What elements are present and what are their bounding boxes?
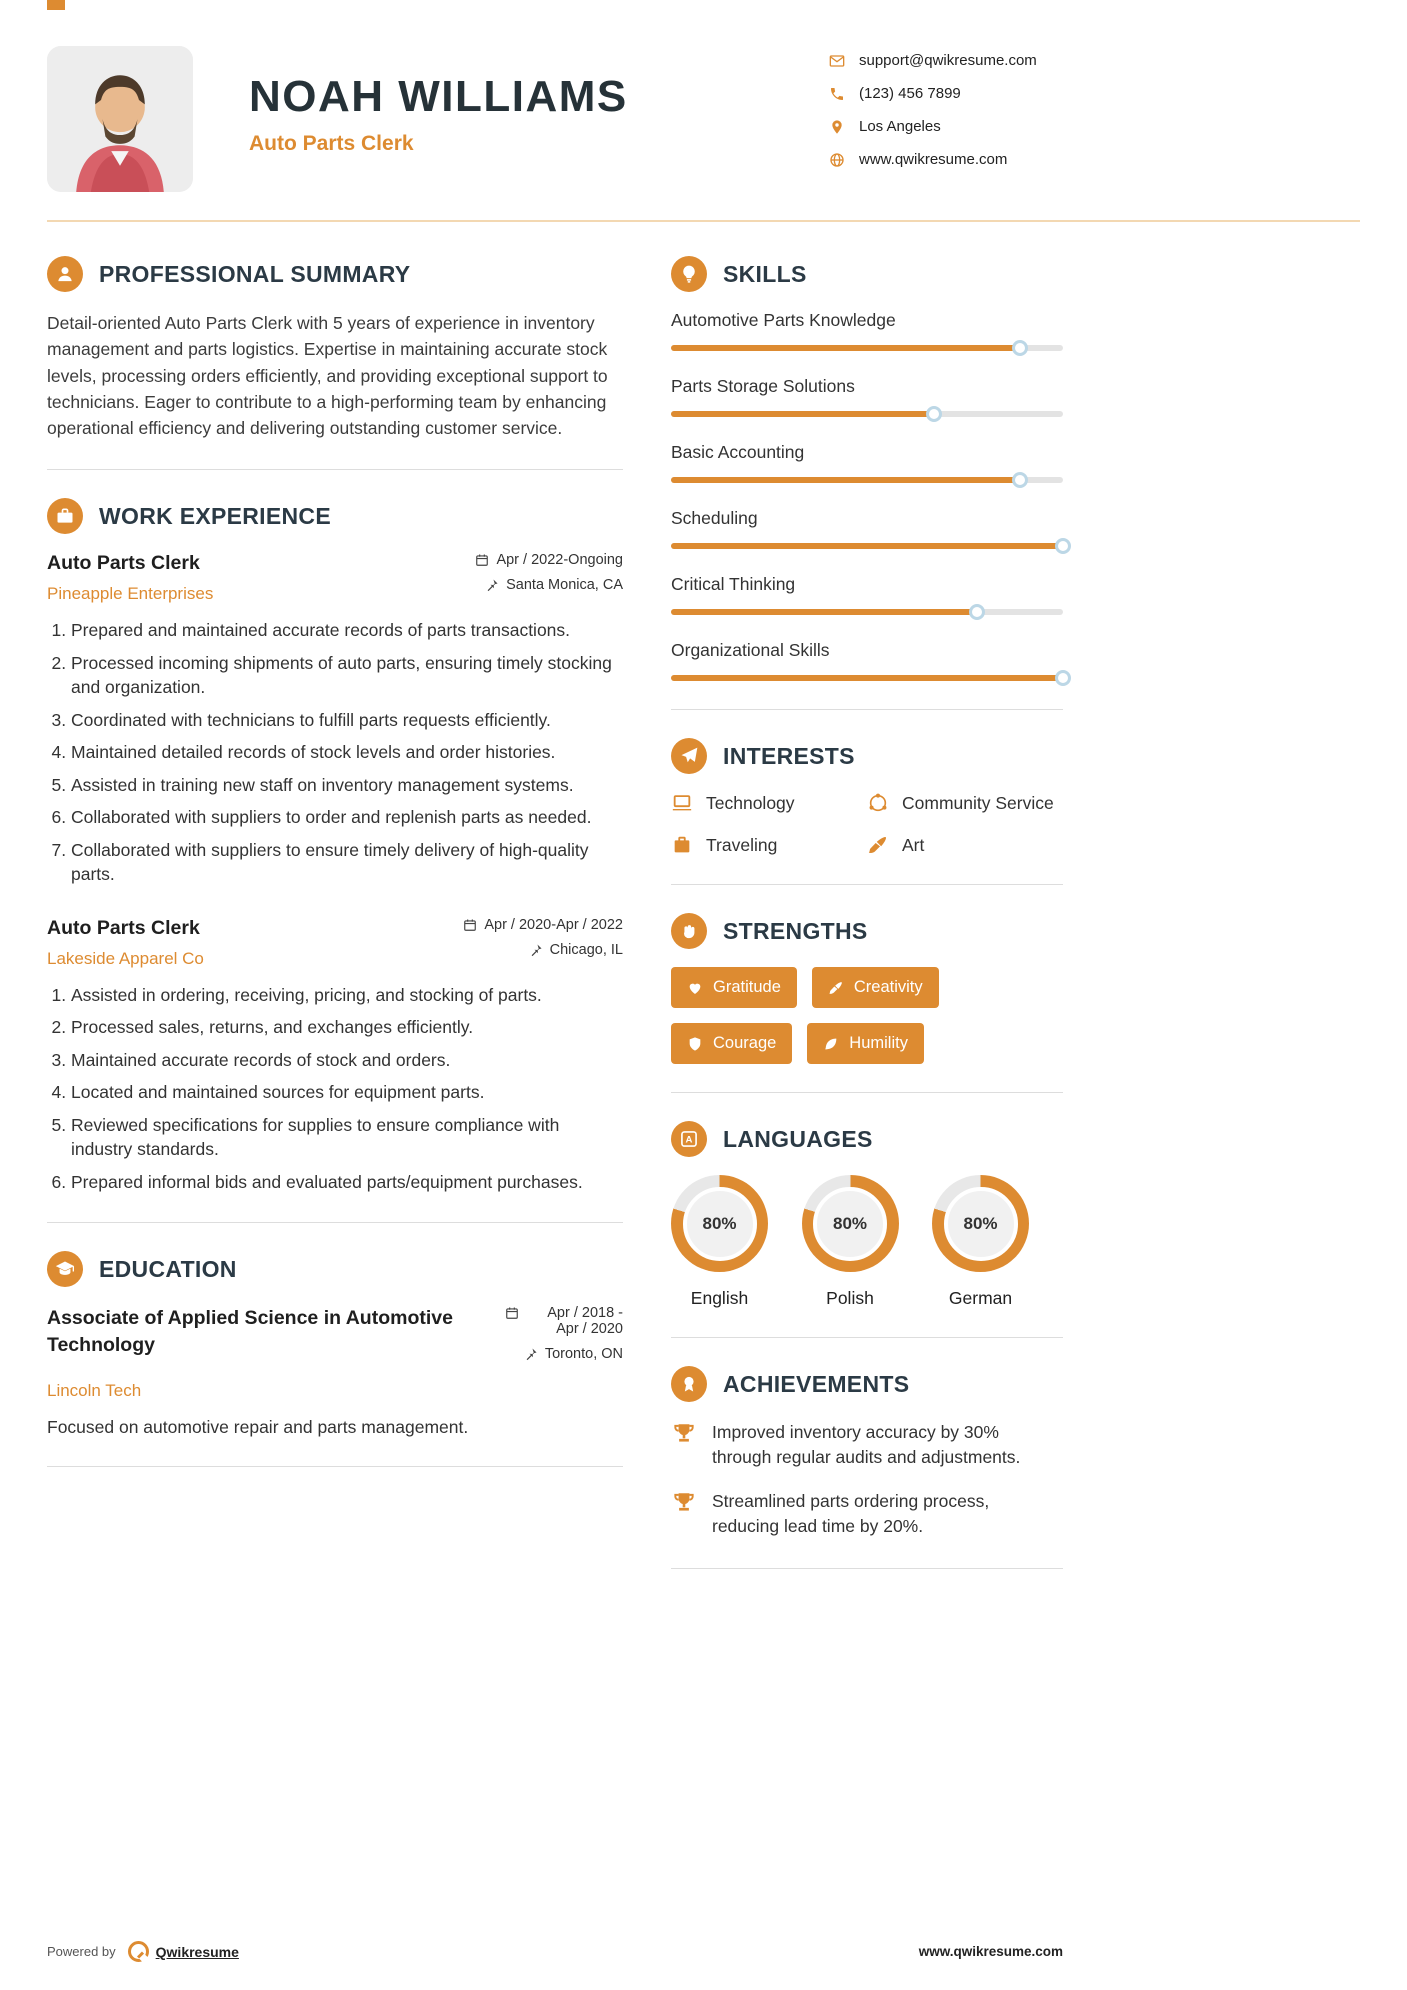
corner-accent xyxy=(47,0,65,10)
section-work-experience xyxy=(47,498,623,1194)
avatar xyxy=(47,46,193,192)
job-dates: Apr / 2022-Ongoing xyxy=(475,552,623,568)
skill-label: Automotive Parts Knowledge xyxy=(671,310,896,330)
section-strengths xyxy=(671,913,1063,1064)
strength-chip xyxy=(807,1023,924,1064)
slider-knob-icon xyxy=(1055,538,1071,554)
language-percent: 80% xyxy=(813,1187,887,1261)
heart-icon xyxy=(687,980,703,996)
section-title: PROFESSIONAL SUMMARY xyxy=(99,260,411,287)
contact-list xyxy=(829,52,1063,184)
interest-label: Technology xyxy=(706,792,795,813)
bullet-item: 1. Assisted in ordering, receiving, pricing, and stocking of parts. xyxy=(71,983,623,1008)
section-interests xyxy=(671,738,1063,856)
profile-photo xyxy=(47,46,193,192)
skill-item xyxy=(671,574,1063,615)
rosette-icon xyxy=(671,1366,707,1402)
trophy-icon xyxy=(671,1421,697,1447)
skill-bar-fill xyxy=(671,543,1063,549)
education-dates: Apr / 2018 - Apr / 2020 xyxy=(505,1305,623,1337)
phone-icon xyxy=(829,86,845,102)
footer-website: www.qwikresume.com xyxy=(918,1944,1063,1959)
section-achievements xyxy=(671,1366,1063,1540)
bullet-item: 7. Collaborated with suppliers to ensure timely delivery of high-quality parts. xyxy=(71,838,623,887)
contact-website[interactable] xyxy=(829,151,1063,168)
section-divider xyxy=(47,469,623,470)
skill-bar-fill xyxy=(671,411,934,417)
slider-knob-icon xyxy=(969,604,985,620)
skill-label: Parts Storage Solutions xyxy=(671,376,855,396)
brand-link[interactable]: Qwikresume xyxy=(155,1943,239,1960)
slider-knob-icon xyxy=(1055,670,1071,686)
job-company: Lakeside Apparel Co xyxy=(47,948,204,968)
contact-phone-text: (123) 456 7899 xyxy=(859,85,961,102)
section-title: ACHIEVEMENTS xyxy=(723,1370,910,1397)
section-title: SKILLS xyxy=(723,260,807,287)
qwikresume-logo-icon xyxy=(128,1941,149,1962)
contact-email[interactable] xyxy=(829,52,1063,69)
contact-website-text: www.qwikresume.com xyxy=(859,151,1008,168)
summary-text: Detail-oriented Auto Parts Clerk with 5 years of experience in inventory management and parts logistics. Expertise in maintaining accurate stock levels, processing orders efficiently, and providing exceptional support to technicians. Eager to contribute to a high-performing team by enhancing operational efficiency and delivering outstanding customer service. xyxy=(47,313,608,438)
job-entry xyxy=(47,552,623,887)
person-name: NOAH WILLIAMS xyxy=(249,72,628,121)
bullet-item: 3. Coordinated with technicians to fulfill parts requests efficiently. xyxy=(71,708,623,733)
language-label: Polish xyxy=(826,1288,874,1308)
bullet-item: 2. Processed sales, returns, and exchanges efficiently. xyxy=(71,1015,623,1040)
section-divider xyxy=(47,1222,623,1223)
interest-item xyxy=(867,834,1063,856)
contact-location-text: Los Angeles xyxy=(859,118,941,135)
graduation-cap-icon xyxy=(47,1251,83,1287)
section-title: WORK EXPERIENCE xyxy=(99,502,331,529)
section-divider xyxy=(671,884,1063,885)
right-column xyxy=(671,256,1063,1597)
job-role: Auto Parts Clerk xyxy=(47,552,200,575)
interest-item xyxy=(867,792,1063,814)
language-percent: 80% xyxy=(683,1187,757,1261)
job-role: Auto Parts Clerk xyxy=(47,916,200,939)
bullet-item: 1. Prepared and maintained accurate records of parts transactions. xyxy=(71,618,623,643)
slider-knob-icon xyxy=(1012,340,1028,356)
location-icon xyxy=(829,119,845,135)
language-donut xyxy=(932,1175,1029,1272)
contact-location xyxy=(829,118,1063,135)
strength-label: Gratitude xyxy=(713,978,781,996)
skill-item xyxy=(671,508,1063,549)
left-column xyxy=(47,256,623,1597)
section-title: EDUCATION xyxy=(99,1255,237,1282)
language-donut xyxy=(671,1175,768,1272)
section-divider xyxy=(47,1466,623,1467)
section-title: LANGUAGES xyxy=(723,1125,873,1152)
achievement-text: Improved inventory accuracy by 30% through regular audits and adjustments. xyxy=(712,1422,1021,1468)
skill-item xyxy=(671,442,1063,483)
qwikresume-logo[interactable] xyxy=(128,1941,239,1962)
globe-icon xyxy=(829,152,845,168)
skill-bar xyxy=(671,675,1063,681)
fist-icon xyxy=(671,913,707,949)
calendar-icon xyxy=(505,1306,519,1320)
section-title: INTERESTS xyxy=(723,742,855,769)
skill-bar-fill xyxy=(671,345,1020,351)
skill-label: Critical Thinking xyxy=(671,574,796,594)
language-item xyxy=(802,1175,899,1309)
laptop-icon xyxy=(671,792,693,814)
identity xyxy=(249,46,628,156)
lightbulb-icon xyxy=(671,256,707,292)
powered-by-text: Powered by xyxy=(47,1944,116,1959)
job-bullet-list xyxy=(47,618,623,887)
interest-label: Art xyxy=(902,834,925,855)
section-title: STRENGTHS xyxy=(723,917,868,944)
footer xyxy=(47,1921,1063,1990)
job-location: Santa Monica, CA xyxy=(475,577,623,593)
bullet-item: 5. Reviewed specifications for supplies to ensure compliance with industry standards. xyxy=(71,1113,623,1162)
section-divider xyxy=(671,1337,1063,1338)
language-item xyxy=(671,1175,768,1309)
job-company: Pineapple Enterprises xyxy=(47,584,214,604)
leaf-icon xyxy=(823,1036,839,1052)
contact-email-text: support@qwikresume.com xyxy=(859,52,1037,69)
strength-chip xyxy=(671,1023,792,1064)
shield-icon xyxy=(687,1036,703,1052)
degree-title: Associate of Applied Science in Automotive Technology xyxy=(47,1307,453,1356)
skill-bar xyxy=(671,609,1063,615)
bullet-item: 5. Assisted in training new staff on inventory management systems. xyxy=(71,773,623,798)
briefcase-icon xyxy=(47,498,83,534)
skill-label: Scheduling xyxy=(671,508,758,528)
community-icon xyxy=(867,792,889,814)
bullet-item: 4. Located and maintained sources for equipment parts. xyxy=(71,1080,623,1105)
section-professional-summary xyxy=(47,256,623,441)
school-name: Lincoln Tech xyxy=(47,1381,142,1401)
language-donut xyxy=(802,1175,899,1272)
section-divider xyxy=(671,1568,1063,1569)
pushpin-icon xyxy=(485,578,499,592)
content-columns xyxy=(47,256,1063,1597)
section-education xyxy=(47,1251,623,1438)
skill-bar-fill xyxy=(671,675,1063,681)
trophy-icon xyxy=(671,1490,697,1516)
user-icon xyxy=(47,256,83,292)
section-divider xyxy=(671,709,1063,710)
interest-label: Traveling xyxy=(706,834,778,855)
education-location: Toronto, ON xyxy=(505,1346,623,1362)
achievement-item xyxy=(671,1489,1023,1540)
skill-bar-fill xyxy=(671,609,977,615)
paper-plane-icon xyxy=(671,738,707,774)
language-label: German xyxy=(948,1288,1013,1308)
achievement-text: Streamlined parts ordering process, reducing lead time by 20%. xyxy=(712,1490,990,1537)
paintbrush-icon xyxy=(867,834,889,856)
bullet-item: 4. Maintained detailed records of stock levels and order histories. xyxy=(71,740,623,765)
pushpin-icon xyxy=(524,1347,538,1361)
interest-item xyxy=(671,792,867,814)
bullet-item: 6. Prepared informal bids and evaluated parts/equipment purchases. xyxy=(71,1170,623,1195)
header-divider xyxy=(47,220,1360,222)
bullet-item: 3. Maintained accurate records of stock and orders. xyxy=(71,1048,623,1073)
skill-bar xyxy=(671,411,1063,417)
skill-label: Organizational Skills xyxy=(671,640,830,660)
job-location: Chicago, IL xyxy=(463,942,623,958)
skill-item xyxy=(671,310,1063,351)
section-skills xyxy=(671,256,1063,681)
strength-chip xyxy=(812,967,939,1008)
translate-icon xyxy=(671,1121,707,1157)
section-languages xyxy=(671,1121,1063,1309)
section-divider xyxy=(671,1092,1063,1093)
skill-label: Basic Accounting xyxy=(671,442,805,462)
calendar-icon xyxy=(463,918,477,932)
pushpin-icon xyxy=(529,943,543,957)
header xyxy=(47,0,1360,192)
skill-bar xyxy=(671,477,1063,483)
strength-label: Creativity xyxy=(853,978,923,996)
achievement-item xyxy=(671,1420,1023,1471)
job-dates: Apr / 2020-Apr / 2022 xyxy=(463,917,623,933)
skill-item xyxy=(671,640,1063,681)
bullet-item: 6. Collaborated with suppliers to order and replenish parts as needed. xyxy=(71,805,623,830)
email-icon xyxy=(829,53,845,69)
language-item xyxy=(932,1175,1029,1309)
strength-label: Humility xyxy=(849,1034,908,1052)
slider-knob-icon xyxy=(1012,472,1028,488)
interest-item xyxy=(671,834,867,856)
strength-chip xyxy=(671,967,797,1008)
luggage-icon xyxy=(671,834,693,856)
skill-bar xyxy=(671,543,1063,549)
strength-label: Courage xyxy=(713,1034,777,1052)
job-entry xyxy=(47,917,623,1195)
skill-bar xyxy=(671,345,1063,351)
skill-bar-fill xyxy=(671,477,1020,483)
language-percent: 80% xyxy=(944,1187,1018,1261)
interest-label: Community Service xyxy=(902,792,1054,813)
calendar-icon xyxy=(475,553,489,567)
contact-phone xyxy=(829,85,1063,102)
bullet-item: 2. Processed incoming shipments of auto parts, ensuring timely stocking and organization. xyxy=(71,651,623,700)
skill-item xyxy=(671,376,1063,417)
brush-icon xyxy=(828,980,844,996)
person-job-title: Auto Parts Clerk xyxy=(249,132,414,155)
job-bullet-list xyxy=(47,983,623,1195)
education-note: Focused on automotive repair and parts management. xyxy=(47,1417,469,1438)
language-label: English xyxy=(690,1288,749,1308)
slider-knob-icon xyxy=(926,406,942,422)
